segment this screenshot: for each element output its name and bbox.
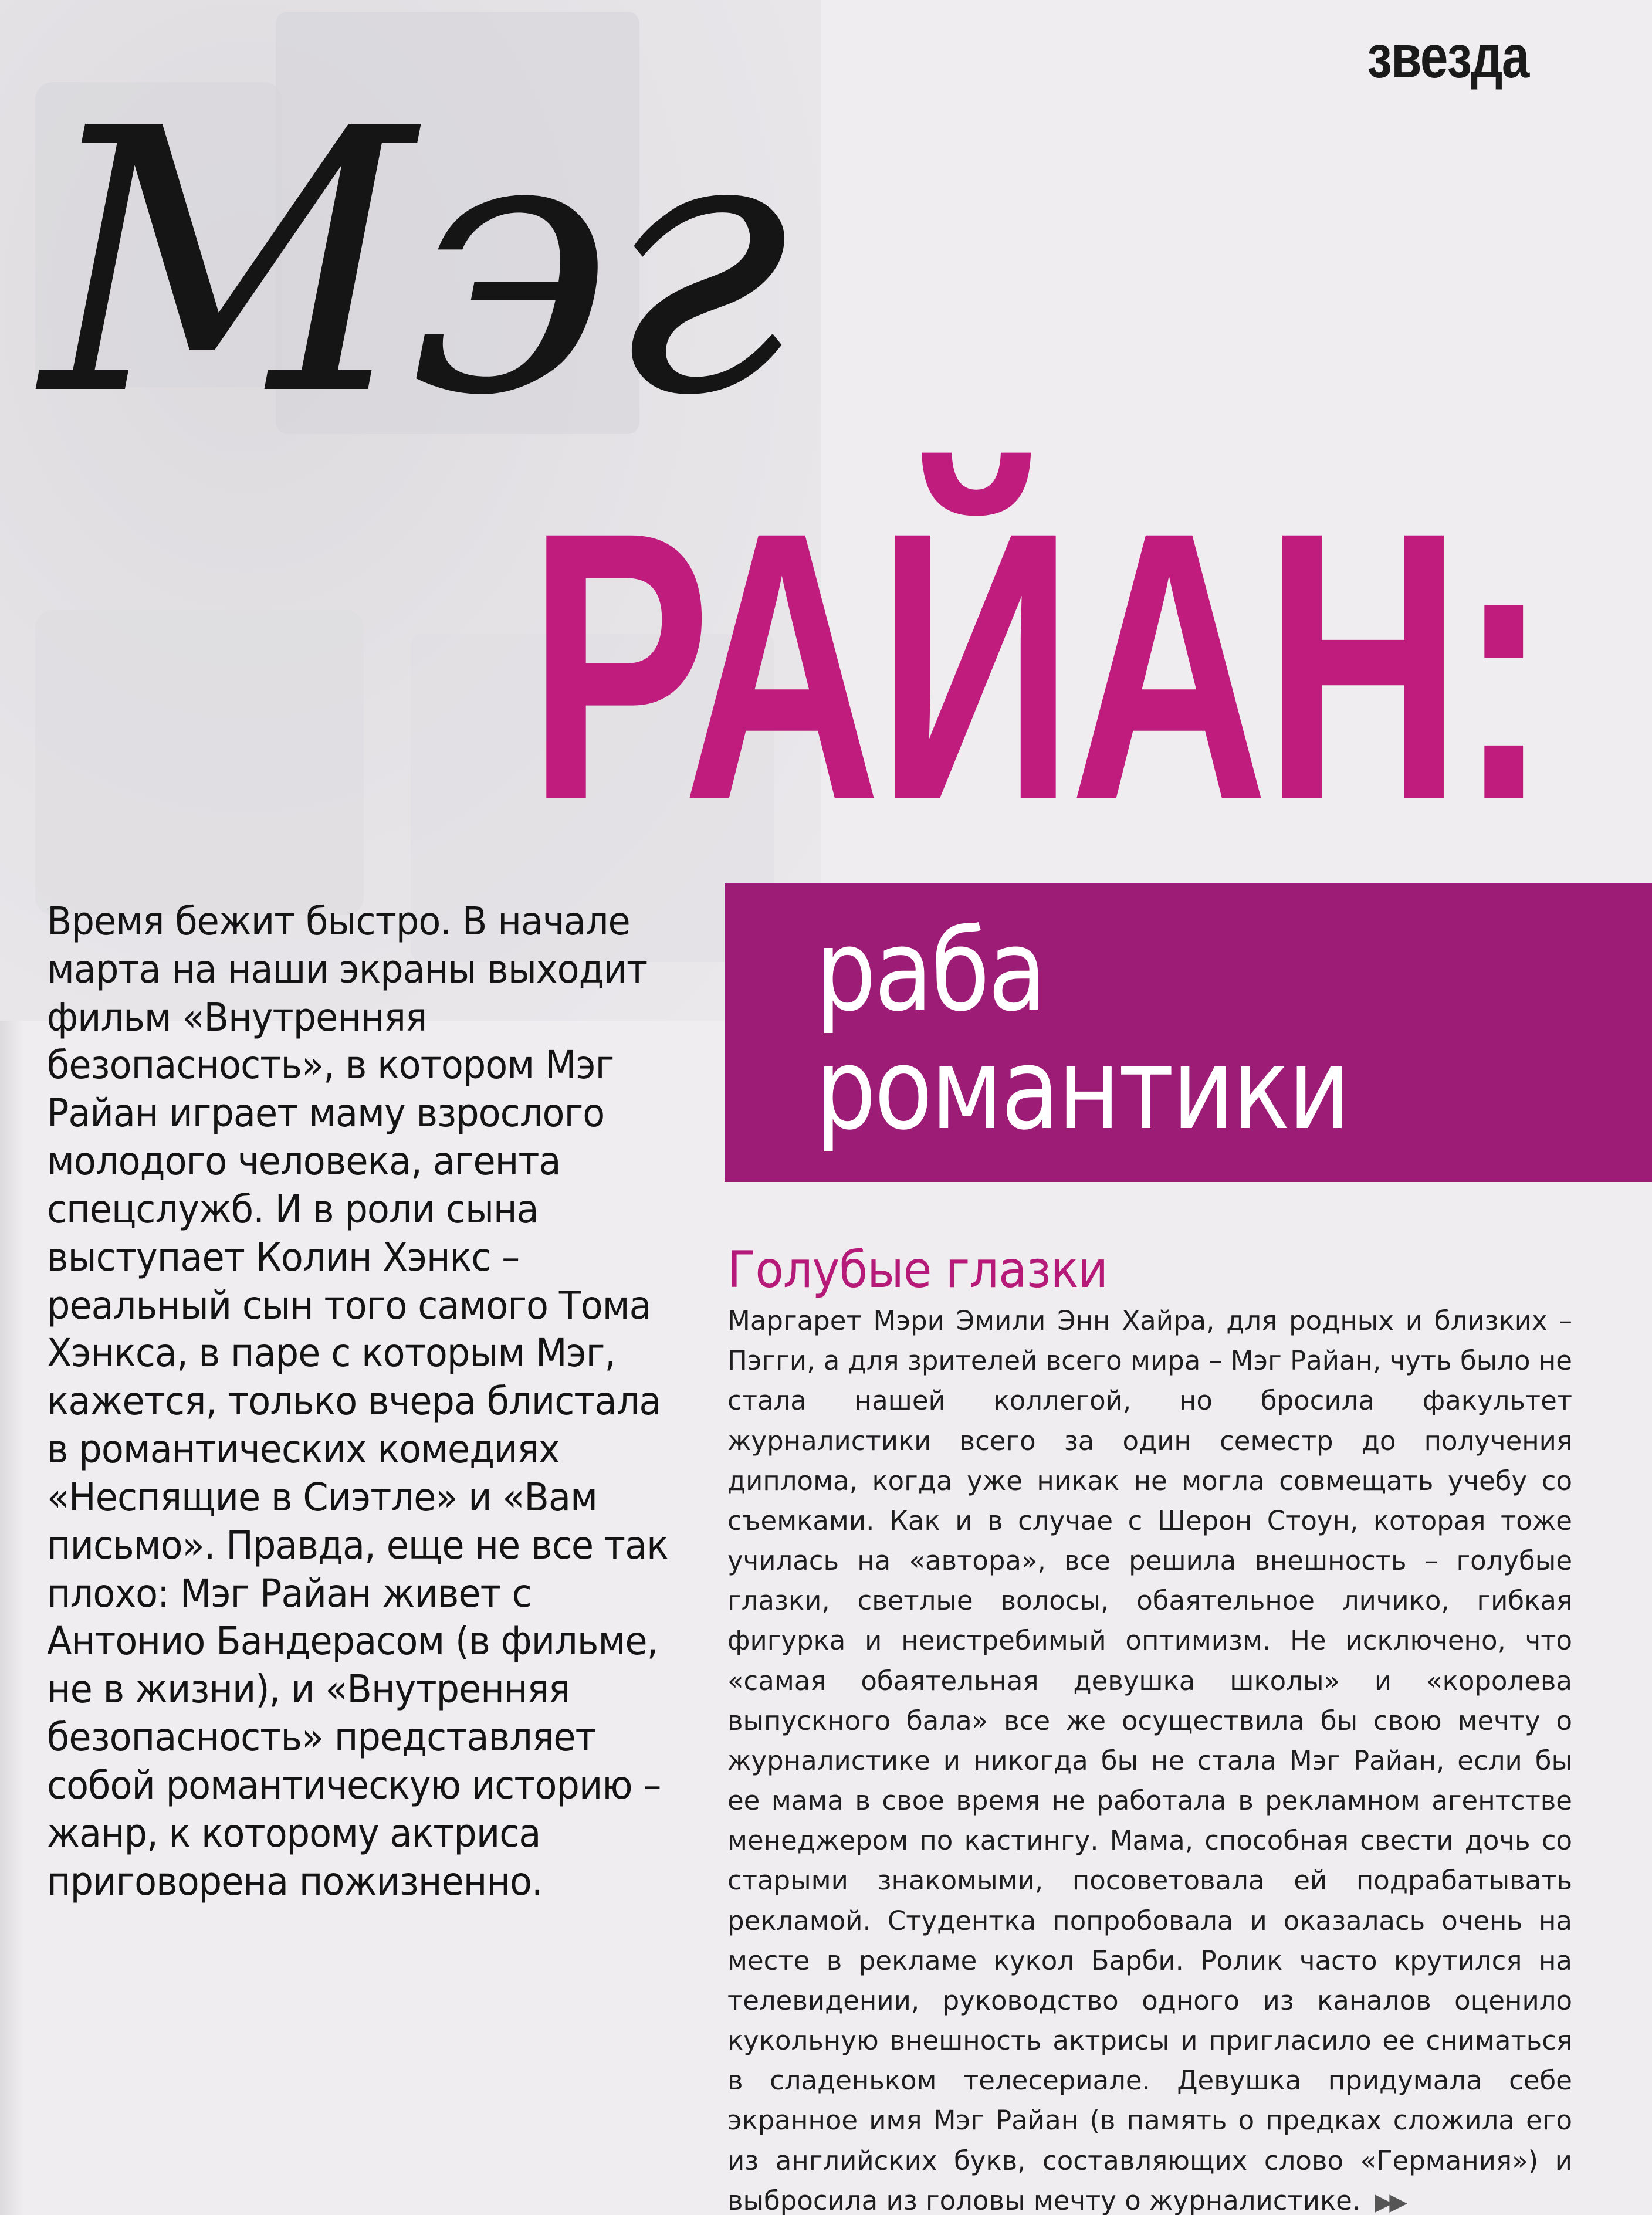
page-edge-shadow bbox=[0, 1021, 23, 2215]
title-script: Мэг bbox=[41, 52, 784, 475]
background-photo bbox=[35, 610, 364, 915]
title-main: РАЙАН: bbox=[528, 453, 1545, 879]
subtitle-line: романтики bbox=[815, 1024, 1349, 1155]
subtitle-line: раба bbox=[815, 906, 1045, 1037]
section-tag: звезда bbox=[1367, 23, 1529, 91]
section-heading: Голубые глазки bbox=[727, 1241, 1108, 1299]
article-body bbox=[727, 1301, 1572, 2215]
continue-arrow-icon: ▶▶ bbox=[1375, 2188, 1404, 2215]
lead-paragraph: Время бежит быстро. В начале марта на наши экраны выходит фильм «Внутренняя безопасность», в котором Мэг Райан играет маму взрослого молодого человека, агента спецслужб. И в роли сына выступает Колин Хэнкс – реальный сын того самого Тома Хэнкса, в паре с которым Мэг, кажется, только вчера блистала в романтических комедиях «Неспящие в Сиэтле» и «Вам письмо». Правда, еще не все так плохо: Мэг Райан живет с Антонио Бандерасом (в фильме, не в жизни), и «Внутренняя безопасность» представляет собой романтическую историю – жанр, к которому актриса приговорена пожизненно. bbox=[47, 899, 668, 1904]
article-body-text: Маргарет Мэри Эмили Энн Хайра, для родных и близких – Пэгги, а для зрителей всего мира – Мэг Райан, чуть было не стала нашей коллегой, но бросила факультет журналистики всего за один семестр до получения диплома, когда уже никак не могла совмещать учебу со съемками. Как и в случае с Шерон Стоун, которая тоже училась на «автора», все решила внешность – голубые глазки, светлые волосы, обаятельное личико, гибкая фигурка и неистребимый оптимизм. Не исключено, что «самая обаятельная девушка школы» и «королева выпускного бала» все же осуществила бы свою мечту о журналистике и никогда бы не стала Мэг Райан, если бы ее мама в свое время не работала в рекламном агентстве менеджером по кастингу. Мама, способная свести дочь со старыми знакомыми, посоветовала ей подрабатывать рекламой. Студентка попробовала и оказалась очень на месте в рекламе кукол Барби. Ролик часто крутился на телевидении, руководство одного из каналов оценило кукольную внешность актрисы и пригласило ее сниматься в сладеньком телесериале. Девушка придумала себе экранное имя Мэг Райан (в память о предках сложила его из английских букв, составляющих слово «Германия») и выбросила из головы мечту о журналистике. bbox=[727, 1305, 1572, 2215]
subtitle bbox=[815, 906, 1349, 1155]
